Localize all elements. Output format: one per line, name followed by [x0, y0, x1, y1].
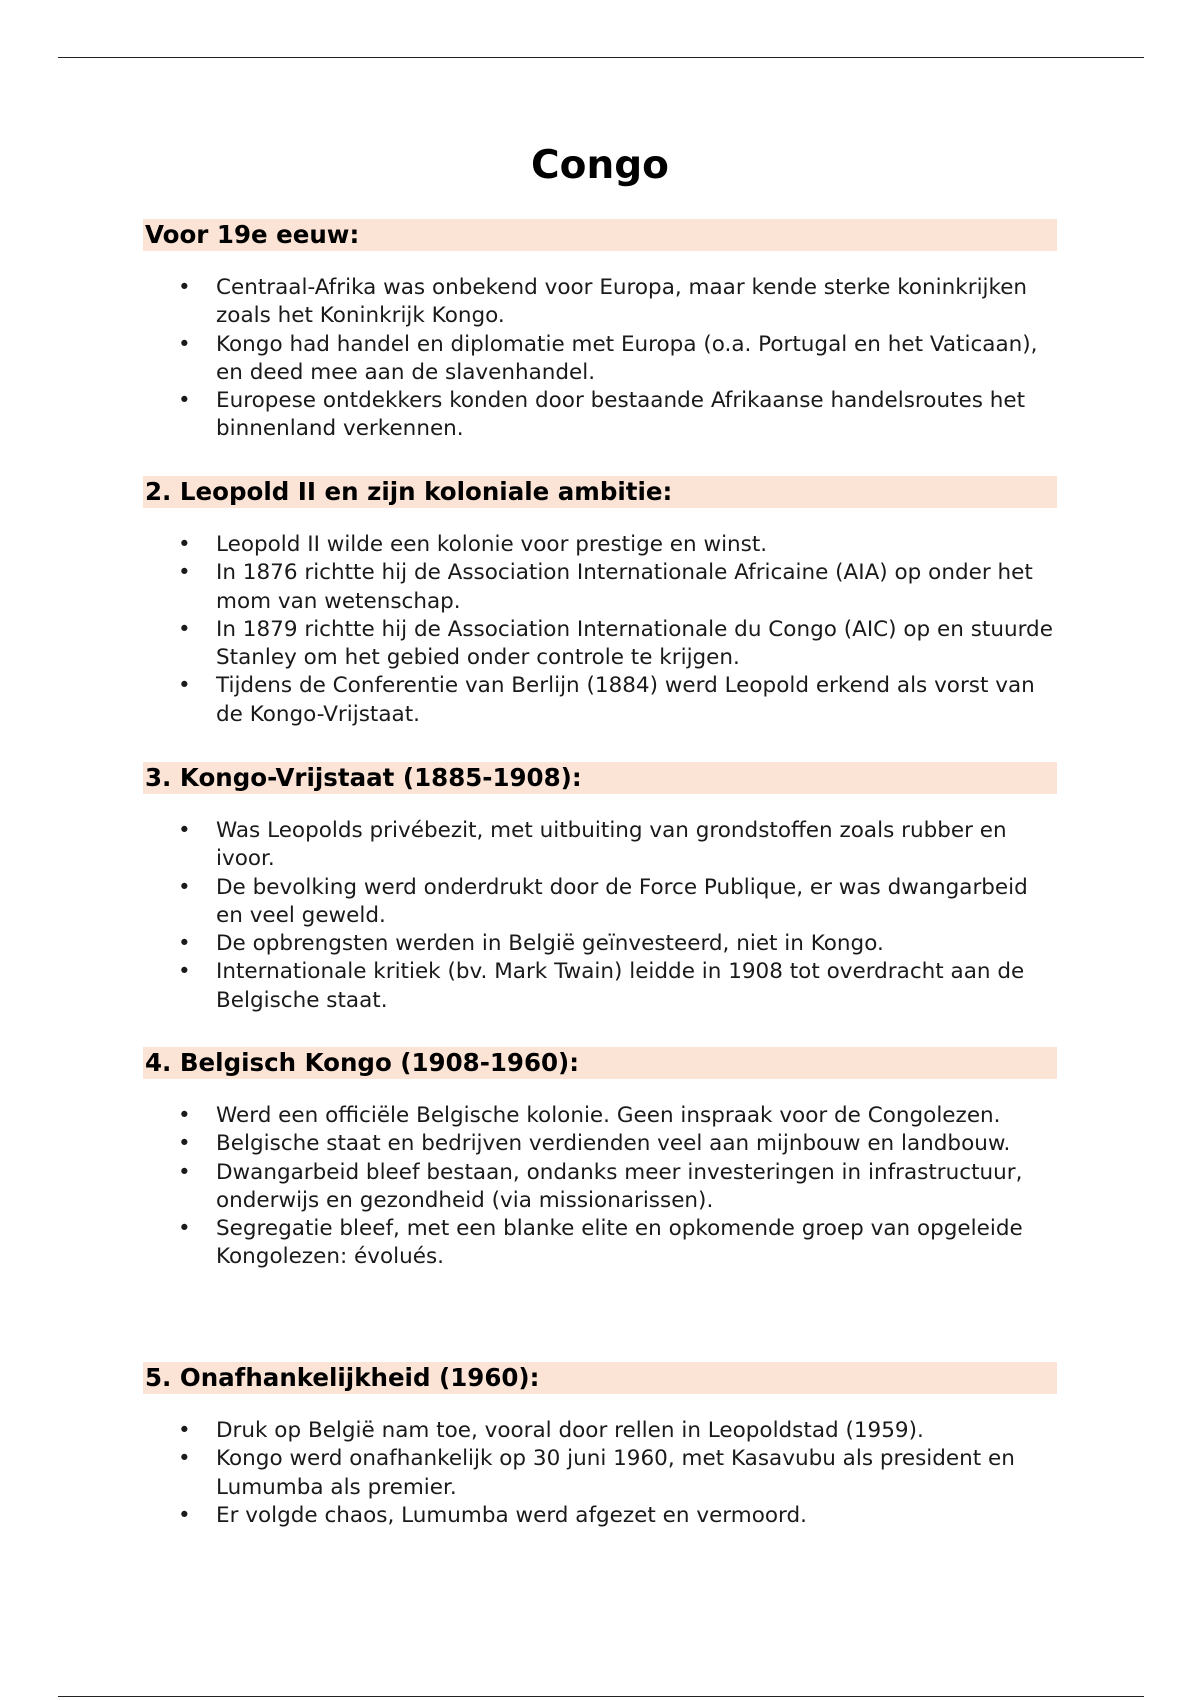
list-item-text: Kongo werd onafhankelijk op 30 juni 1960, met Kasavubu als president en Lumumba als premier. — [216, 1446, 1015, 1500]
list-item — [143, 1130, 1057, 1158]
list-item — [143, 930, 1057, 958]
top-rule — [58, 57, 1144, 58]
list-item-text: In 1876 richtte hij de Association Internationale Africaine (AIA) op onder het mom van wetenschap. — [216, 560, 1033, 614]
section-heading: Voor 19e eeuw: — [143, 219, 1057, 251]
list-item — [143, 1417, 1057, 1445]
section-voor-19e-eeuw — [143, 219, 1057, 442]
list-item-text: Belgische staat en bedrijven verdienden veel aan mijnbouw en landbouw. — [216, 1131, 1011, 1157]
list-item — [143, 1159, 1057, 1216]
bullet-icon: • — [178, 1131, 191, 1157]
bullet-icon: • — [178, 532, 191, 557]
list-item — [143, 387, 1057, 444]
list-item-text: In 1879 richtte hij de Association Internationale du Congo (AIC) op en stuurde Stanley om het gebied onder controle te krijgen. — [216, 616, 1053, 671]
bullet-icon: • — [178, 1446, 191, 1472]
bullet-icon: • — [178, 1159, 191, 1185]
list-item-text: Druk op België nam toe, vooral door rellen in Leopoldstad (1959). — [216, 1418, 924, 1443]
list-item — [143, 559, 1057, 616]
bullet-icon: • — [178, 275, 191, 300]
bullet-icon: • — [178, 673, 191, 699]
bullet-icon: • — [178, 560, 191, 586]
list-item — [143, 274, 1057, 331]
section-belgisch-kongo — [143, 1047, 1057, 1270]
bullet-icon: • — [178, 959, 191, 985]
list-item-text: De opbrengsten werden in België geïnvesteerd, niet in Kongo. — [216, 931, 884, 957]
list-item — [143, 817, 1057, 874]
section-heading: 2. Leopold II en zijn koloniale ambitie: — [143, 476, 1057, 508]
bullet-list — [143, 531, 1057, 729]
list-item-text: Internationale kritiek (bv. Mark Twain) leidde in 1908 tot overdracht aan de Belgische staat. — [216, 959, 1025, 1013]
bullet-icon: • — [178, 616, 191, 642]
list-item-text: De bevolking werd onderdrukt door de Force Publique, er was dwangarbeid en veel geweld. — [216, 874, 1028, 928]
list-item — [143, 958, 1057, 1015]
bullet-icon: • — [178, 331, 191, 357]
section-onafhankelijkheid — [143, 1362, 1057, 1528]
section-heading: 5. Onafhankelijkheid (1960): — [143, 1362, 1057, 1394]
page-title: Congo — [531, 143, 669, 188]
list-item-text: Leopold II wilde een kolonie voor prestige en winst. — [216, 532, 768, 557]
list-item-text: Tijdens de Conferentie van Berlijn (1884) werd Leopold erkend als vorst van de Kongo-Vrijstaat. — [216, 673, 1035, 727]
bullet-icon: • — [178, 1216, 191, 1242]
list-item — [143, 1445, 1057, 1502]
list-item — [143, 331, 1057, 388]
section-kongo-vrijstaat — [143, 762, 1057, 1013]
section-leopold-ii — [143, 476, 1057, 727]
bottom-rule — [58, 1696, 1144, 1697]
bullet-icon: • — [178, 818, 191, 843]
list-item-text: Centraal-Afrika was onbekend voor Europa, maar kende sterke koninkrijken zoals het Koninkrijk Kongo. — [216, 275, 1028, 329]
bullet-icon: • — [178, 388, 191, 414]
list-item — [143, 616, 1057, 673]
list-item — [143, 1215, 1057, 1272]
list-item — [143, 874, 1057, 931]
list-item-text: Kongo had handel en diplomatie met Europa (o.a. Portugal en het Vaticaan), en deed mee aan de slavenhandel. — [216, 331, 1038, 385]
list-item-text: Werd een officiële Belgische kolonie. Geen inspraak voor de Congolezen. — [216, 1103, 1001, 1128]
bullet-icon: • — [178, 874, 191, 900]
list-item-text: Er volgde chaos, Lumumba werd afgezet en vermoord. — [216, 1502, 807, 1528]
bullet-icon: • — [178, 1418, 191, 1443]
list-item-text: Segregatie bleef, met een blanke elite en opkomende groep van opgeleide Kongolezen: évolués. — [216, 1216, 1023, 1270]
list-item — [143, 672, 1057, 729]
list-item — [143, 531, 1057, 559]
bullet-icon: • — [178, 1502, 191, 1528]
bullet-list — [143, 817, 1057, 1015]
bullet-list — [143, 1102, 1057, 1272]
list-item — [143, 1502, 1057, 1530]
list-item-text: Dwangarbeid bleef bestaan, ondanks meer investeringen in infrastructuur, onderwijs en gezondheid (via missionarissen). — [216, 1159, 1023, 1213]
list-item-text: Was Leopolds privébezit, met uitbuiting van grondstoffen zoals rubber en ivoor. — [216, 818, 1007, 872]
bullet-icon: • — [178, 931, 191, 957]
bullet-icon: • — [178, 1103, 191, 1128]
section-heading: 3. Kongo-Vrijstaat (1885-1908): — [143, 762, 1057, 794]
section-heading: 4. Belgisch Kongo (1908-1960): — [143, 1047, 1057, 1079]
bullet-list — [143, 1417, 1057, 1530]
list-item-text: Europese ontdekkers konden door bestaande Afrikaanse handelsroutes het binnenland verkennen. — [216, 388, 1026, 442]
bullet-list — [143, 274, 1057, 444]
list-item — [143, 1102, 1057, 1130]
